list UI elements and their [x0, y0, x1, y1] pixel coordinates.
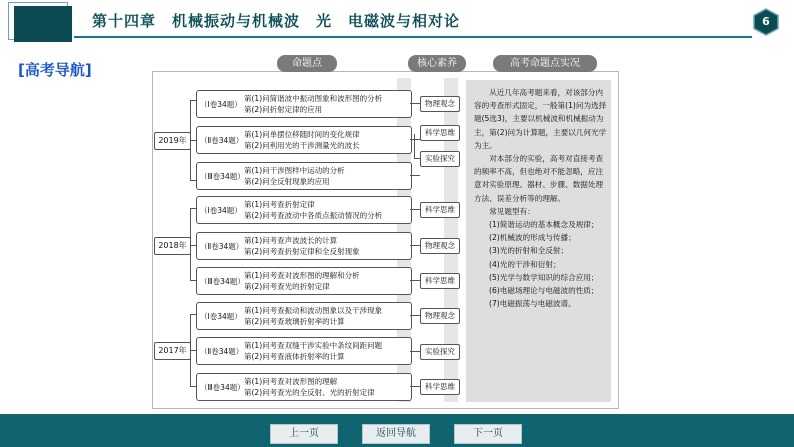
header-decoration-box [14, 6, 72, 42]
column-header-analysis: 高考命题点实况 [493, 55, 597, 72]
year-label-2019: 2019年 [154, 132, 191, 150]
analysis-list-item: (1)简谐运动的基本概念及规律； [489, 220, 599, 230]
analysis-list-item: (2)机械波的形成与传播； [489, 233, 576, 243]
question-tag: （Ⅱ卷34题） [200, 241, 244, 251]
question-line: 第(2)问考查液体折射率的计算 [244, 352, 345, 361]
question-box [196, 162, 412, 190]
question-line: 第(2)问考查折射定律和全反射现象 [244, 247, 360, 256]
question-tag: （Ⅲ卷34题） [200, 171, 245, 181]
question-box [196, 373, 412, 401]
connector [410, 351, 420, 352]
question-tag: （Ⅱ卷34题） [200, 346, 244, 356]
analysis-list-item: (7)电磁振荡与电磁波谱。 [489, 299, 576, 309]
question-tag: （Ⅲ卷34题） [200, 382, 245, 392]
analysis-paragraph: 常见题型有： [489, 206, 535, 216]
skill-tag: 物理观念 [420, 308, 460, 324]
question-tag: （Ⅲ卷34题） [200, 276, 245, 286]
column-header-topic: 命题点 [277, 55, 337, 72]
connector [410, 245, 420, 246]
prev-page-button[interactable]: 上一页 [270, 424, 338, 444]
question-box [196, 337, 412, 365]
connector [414, 134, 415, 158]
question-box [196, 196, 412, 224]
question-box [196, 232, 412, 260]
question-line: 第(2)问利用光的干涉测量光的波长 [244, 141, 360, 150]
question-box [196, 267, 412, 295]
connector [410, 175, 420, 176]
analysis-list-item: (4)光的干涉和衍射； [489, 259, 561, 269]
column-header-literacy: 核心素养 [408, 55, 466, 72]
connector [410, 280, 420, 281]
connector [410, 386, 420, 387]
year-label-2018: 2018年 [154, 237, 191, 255]
connector [410, 315, 420, 316]
question-box [196, 90, 412, 118]
skill-tag: 实验探究 [420, 151, 460, 167]
question-line: 第(1)问考查折射定律 [244, 200, 315, 209]
question-tag: （Ⅰ卷34题） [200, 205, 242, 215]
skill-tag: 科学思维 [420, 125, 460, 141]
question-line: 第(1)问考查对波形图的理解 [244, 377, 338, 386]
question-line: 第(1)问简谐波中振动图象和波形图的分析 [244, 94, 383, 103]
question-box [196, 126, 412, 154]
skill-tag: 科学思维 [420, 379, 460, 395]
question-line: 第(2)问全反射现象的应用 [244, 177, 330, 186]
skill-tag: 科学思维 [420, 273, 460, 289]
skill-tag: 实验探究 [420, 344, 460, 360]
question-line: 第(1)问单摆位移随时间的变化规律 [244, 130, 360, 139]
question-line: 第(1)问考查对波形图的理解和分析 [244, 271, 360, 280]
header-rule [74, 36, 752, 38]
question-line: 第(2)问考查光的折射定律 [244, 282, 330, 291]
connector [410, 209, 420, 210]
question-line: 第(2)问考查玻璃折射率的计算 [244, 317, 345, 326]
question-line: 第(1)问考查双缝干涉实验中条纹间距问题 [244, 341, 383, 350]
question-tag: （Ⅰ卷34题） [200, 99, 242, 109]
connector [410, 139, 420, 140]
question-tag: （Ⅱ卷34题） [200, 135, 244, 145]
analysis-text [474, 86, 608, 310]
question-box [196, 302, 412, 330]
page-number: 6 [762, 15, 770, 28]
analysis-list-item: (6)电磁场理论与电磁波的性质； [489, 286, 599, 296]
next-page-button[interactable]: 下一页 [454, 424, 522, 444]
skill-tag: 科学思维 [420, 202, 460, 218]
question-line: 第(2)问考查光的全反射、光的折射定律 [244, 388, 375, 397]
analysis-paragraph: 从近几年高考题来看，对该部分内容的考查形式固定，一般第(1)问为选择题(5选3)，主要以机械波和机械振动为主，第(2)问为计算题，主要以几何光学为主。 [474, 88, 607, 150]
analysis-list-item: (5)光学与数学知识的综合应用； [489, 272, 599, 282]
question-line: 第(2)问考查波动中各质点振动情况的分析 [244, 211, 383, 220]
skill-tag: 物理观念 [420, 96, 460, 112]
back-to-nav-button[interactable]: 返回导航 [362, 424, 430, 444]
section-title: [高考导航] [18, 61, 92, 79]
analysis-paragraph: 对本部分的实验，高考对直接考查的频率不高，但也绝对不能忽略，应注意对实验原理、器材、步骤、数据处理方法、误差分析等的理解。 [474, 154, 604, 203]
chapter-title: 第十四章 机械振动与机械波 光 电磁波与相对论 [92, 12, 461, 30]
question-line: 第(1)问考查声波波长的计算 [244, 236, 338, 245]
skill-tag: 物理观念 [420, 238, 460, 254]
year-label-2017: 2017年 [154, 342, 191, 360]
analysis-list-item: (3)光的折射和全反射； [489, 246, 569, 256]
question-line: 第(1)问考查振动和波动图象以及干涉现象 [244, 306, 383, 315]
question-tag: （Ⅰ卷34题） [200, 311, 242, 321]
connector [410, 103, 420, 104]
question-line: 第(1)问干涉图样中运动的分析 [244, 166, 345, 175]
question-line: 第(2)问折射定律的应用 [244, 105, 323, 114]
